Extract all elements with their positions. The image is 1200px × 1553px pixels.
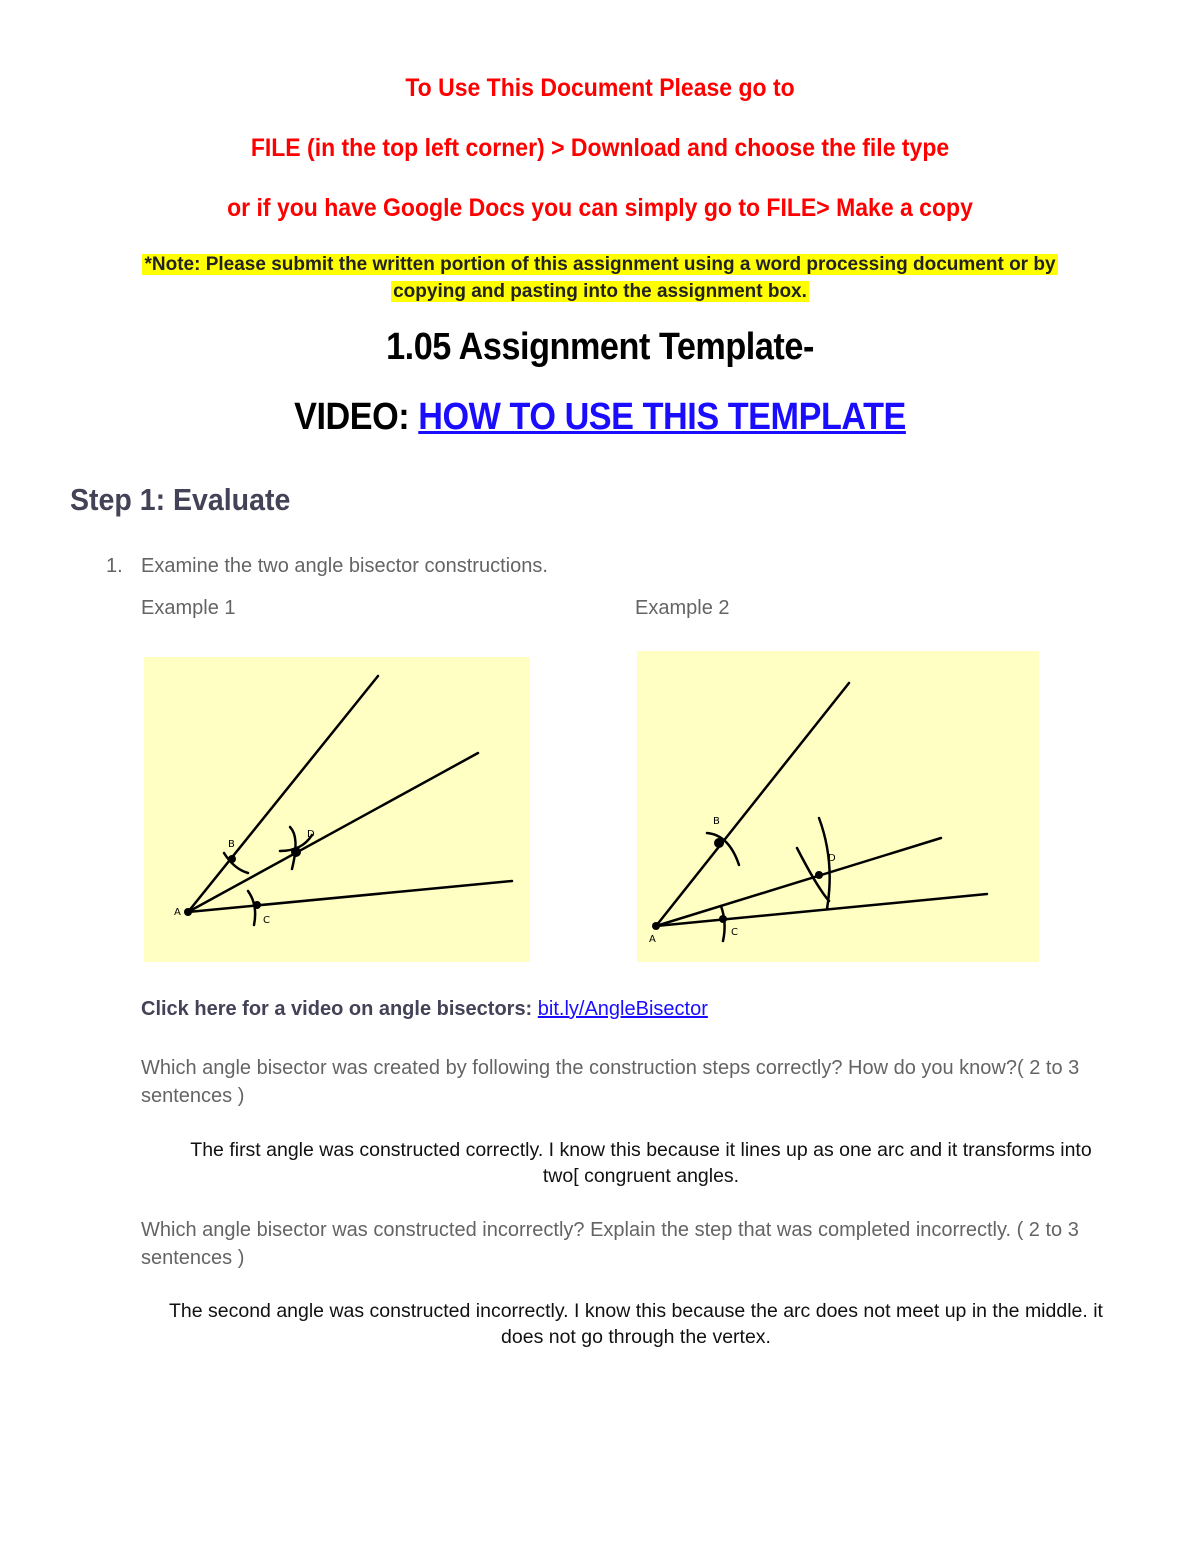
video-prompt (141, 998, 708, 1021)
label-b: B (713, 816, 720, 827)
example-2-label: Example 2 (635, 597, 730, 619)
instruction-line-1: To Use This Document Please go to (405, 74, 795, 102)
point-a (652, 922, 660, 930)
answer-1[interactable] (141, 1137, 1141, 1189)
label-d: D (307, 829, 315, 840)
label-d: D (828, 853, 836, 864)
video-prompt-text: Click here for a video on angle bisectors: (141, 998, 538, 1020)
arc-b (707, 833, 739, 865)
point-b (714, 838, 724, 848)
label-c: C (731, 927, 738, 938)
step-heading: Step 1: Evaluate (70, 482, 291, 517)
label-a: A (649, 934, 656, 945)
video-link[interactable]: HOW TO USE THIS TEMPLATE (418, 396, 906, 438)
note (0, 251, 1200, 305)
list-item-text: Examine the two angle bisector constructions. (141, 555, 548, 577)
label-b: B (228, 839, 235, 850)
answer-2[interactable] (136, 1298, 1136, 1350)
question-2 (141, 1216, 1079, 1272)
example-1-diagram (144, 657, 530, 962)
list-number: 1. (106, 555, 123, 577)
instruction-line-2: FILE (in the top left corner) > Download and choose the file type (250, 134, 950, 162)
answer-1-line-2: two[ congruent angles. (542, 1165, 740, 1187)
page-title: 1.05 Assignment Template- (386, 326, 814, 368)
answer-1-line-1: The first angle was constructed correctly. I know this because it lines up as one arc and it transforms into (190, 1139, 1092, 1161)
label-c: C (263, 915, 270, 926)
example-2-diagram (637, 651, 1039, 962)
point-a (184, 908, 192, 916)
arc-c (721, 906, 725, 941)
point-b (228, 855, 236, 863)
note-line-2: copying and pasting into the assignment box. (393, 281, 807, 302)
question-2-line-1: Which angle bisector was constructed incorrectly? Explain the step that was completed incorrectly. ( 2 to 3 (141, 1219, 1079, 1241)
example-2-construction (637, 651, 1039, 962)
video-prefix: VIDEO: (294, 396, 419, 438)
point-c (719, 915, 727, 923)
label-a: A (174, 907, 181, 918)
question-1-line-2: sentences ) (141, 1085, 245, 1107)
example-1-label: Example 1 (141, 597, 236, 619)
angle-bisector-link[interactable]: bit.ly/AngleBisector (537, 998, 708, 1020)
point-d (291, 847, 301, 857)
question-1-line-1: Which angle bisector was created by following the construction steps correctly? How do you know?( 2 to 3 (141, 1057, 1080, 1079)
note-line-1: *Note: Please submit the written portion of this assignment using a word processing document or by (144, 254, 1056, 275)
question-2-line-2: sentences ) (141, 1247, 245, 1269)
example-1-construction (144, 657, 530, 962)
instruction-line-3: or if you have Google Docs you can simply go to FILE> Make a copy (227, 194, 973, 222)
arc-c (248, 891, 255, 925)
point-c (253, 901, 261, 909)
point-d (815, 871, 823, 879)
video-title (60, 396, 1140, 439)
answer-2-line-1: The second angle was constructed incorrectly. I know this because the arc does not meet up in the middle. it (169, 1300, 1103, 1322)
ray-ab (188, 676, 378, 912)
answer-2-line-2: does not go through the vertex. (501, 1326, 771, 1348)
question-1 (141, 1054, 1079, 1110)
